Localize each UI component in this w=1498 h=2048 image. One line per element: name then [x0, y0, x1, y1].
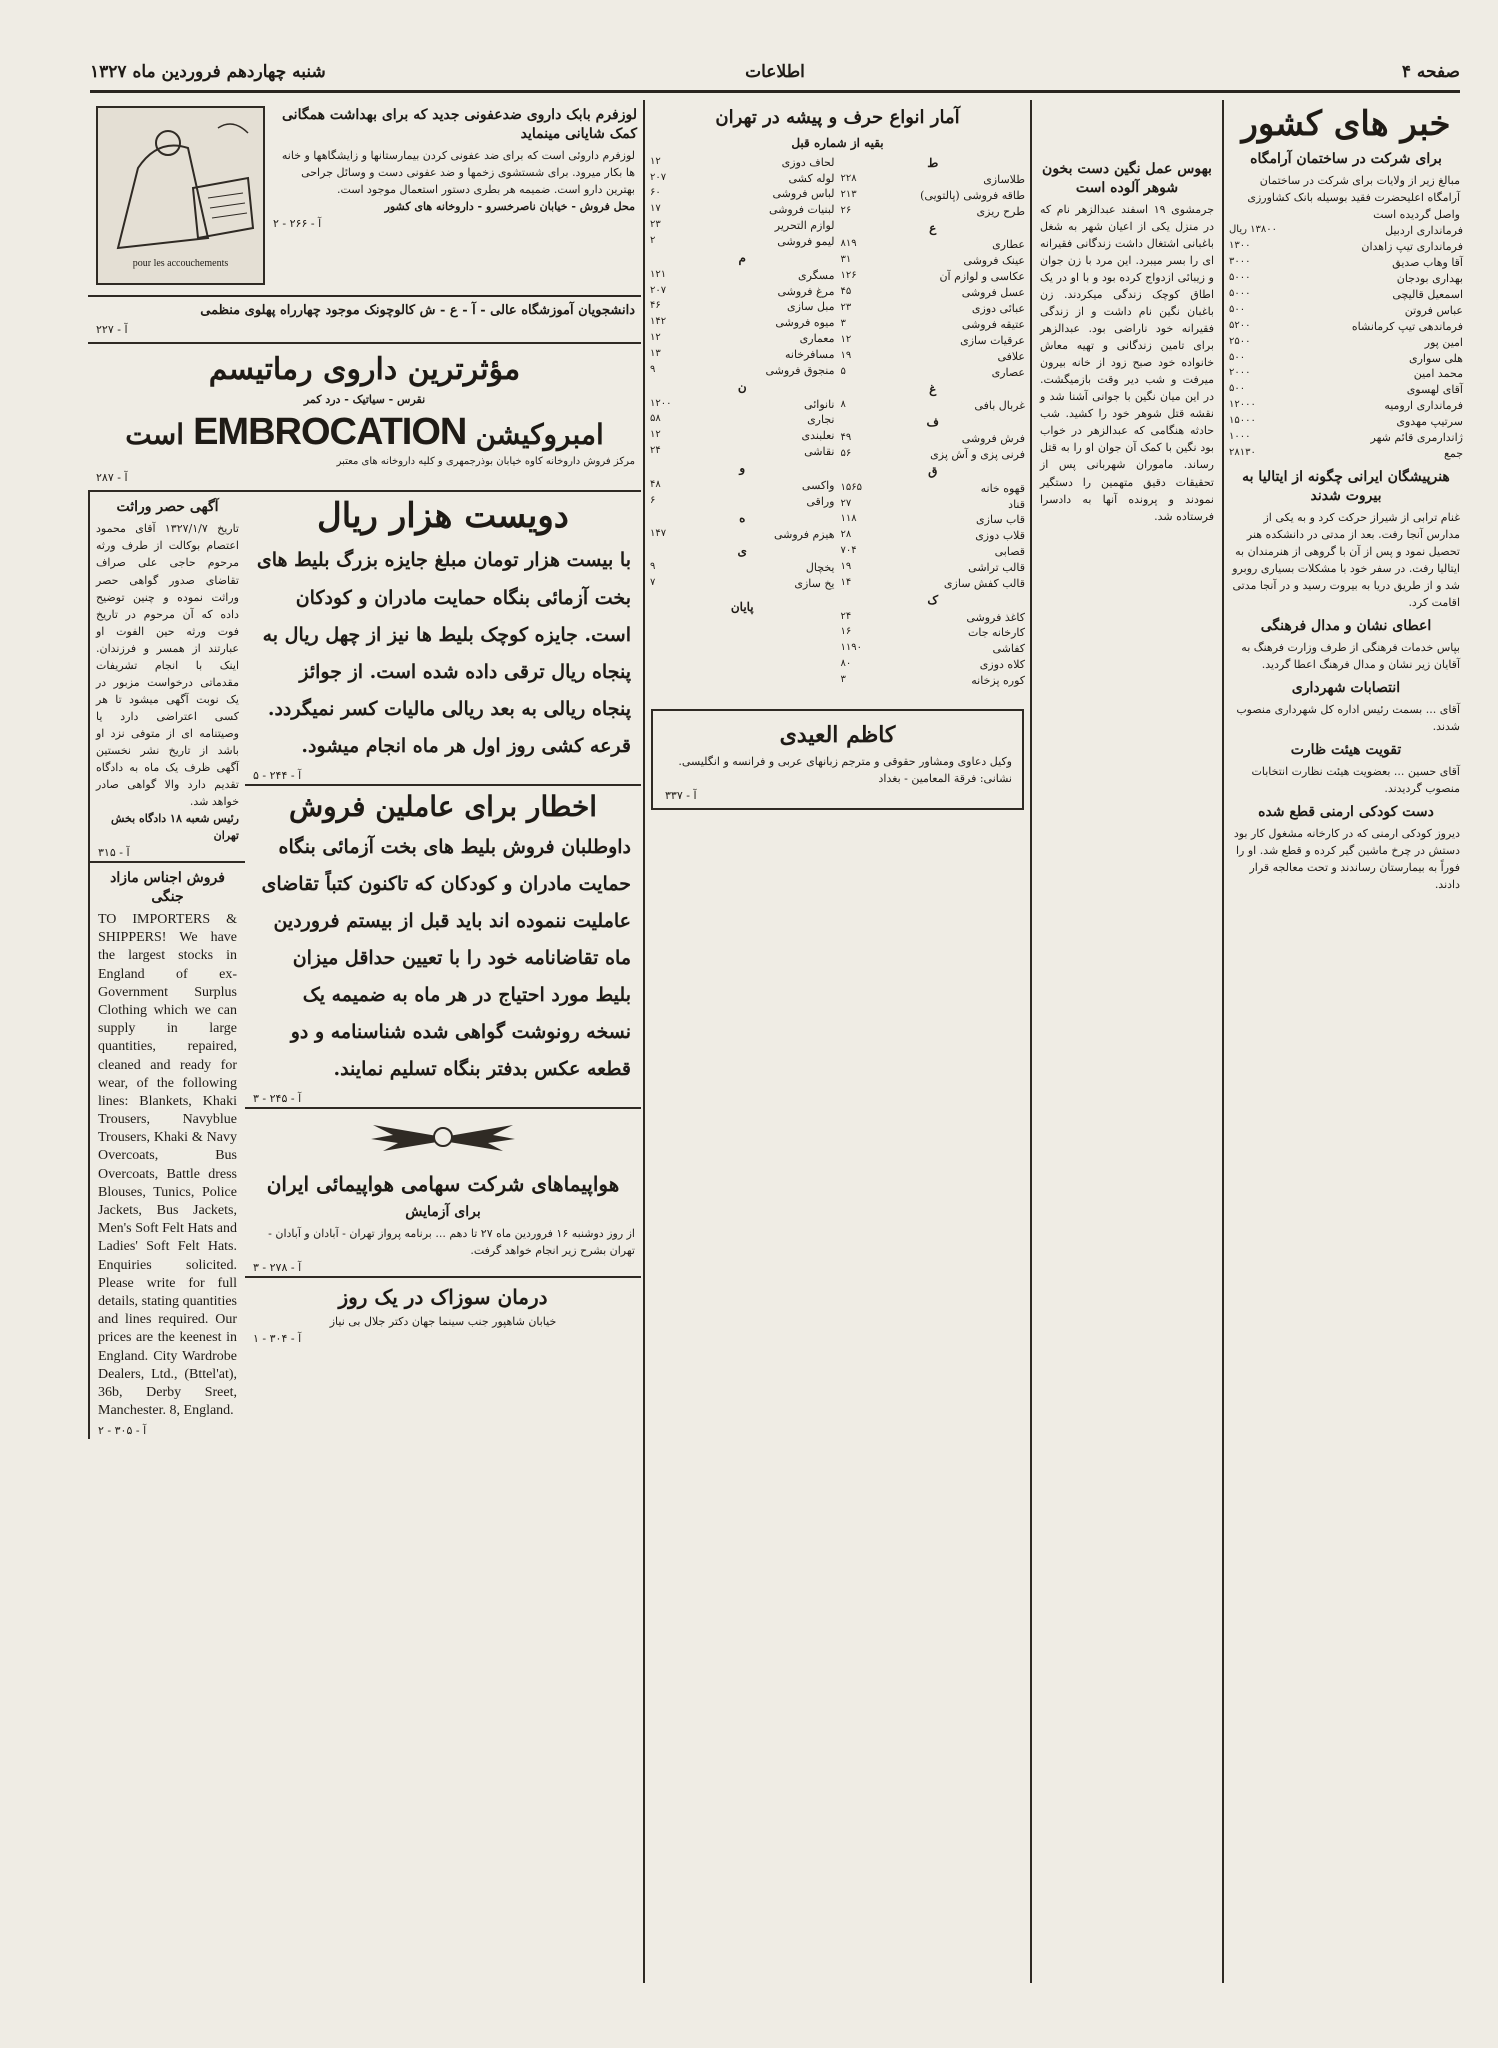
donor-name: فرمانداری اردبیل — [1385, 224, 1463, 238]
table-row — [647, 576, 838, 592]
donation-amount: ۵۲۰۰ — [1229, 319, 1251, 331]
row-label: لبنیات فروشی — [768, 203, 835, 217]
table-row — [1226, 223, 1466, 239]
ad-code: آ - ۲۴۵ - ۳ — [253, 1092, 302, 1106]
row-label: مسافرخانه — [785, 348, 835, 362]
table-row — [838, 237, 1029, 253]
row-value: ۳ — [840, 674, 846, 686]
table-row — [647, 560, 838, 576]
headline: برای شرکت در ساختمان آرامگاه — [1250, 151, 1442, 167]
table-row — [838, 269, 1029, 285]
ad-address: محل فروش - خیابان ناصرخسرو - داروخانه های کشور — [384, 199, 635, 213]
table-row — [838, 285, 1029, 301]
newspaper-name: اطلاعات — [745, 62, 805, 82]
donation-amount: ۵۰۰۰ — [1229, 271, 1251, 283]
article-body: آقای ... بسمت رئیس اداره کل شهرداری منصوب شدند. — [1236, 703, 1460, 734]
stats-end: پایان — [730, 600, 754, 615]
stats-subtitle: بقیه از شماره قبل — [791, 136, 884, 151]
table-row — [647, 444, 838, 460]
table-row — [647, 155, 838, 171]
row-label: کوره پزخانه — [971, 674, 1025, 688]
row-label: عطاری — [992, 238, 1025, 252]
letter-heading — [838, 381, 1029, 398]
article-body: دیروز کودکی ارمنی که در کارخانه مشغول کار بود دستش در چرخ ماشین گیر کرده و قطع شد. او را فوراً به بیمارستان رساندند و تحت معالجه قرار دادند. — [1233, 827, 1460, 892]
column-advertisements — [88, 100, 641, 1983]
donation-amount: ۵۰۰ — [1229, 303, 1246, 315]
row-value: ۲۰۷ — [650, 171, 667, 183]
notice-footer: رئیس شعبه ۱۸ دادگاه بخش تهران — [110, 812, 239, 843]
letter-heading — [647, 510, 838, 527]
letter-heading — [647, 379, 838, 396]
ad-code: آ - ۲۲۷ — [96, 323, 128, 337]
row-value: ۱۲ — [650, 155, 661, 167]
table-row — [838, 481, 1029, 497]
row-label: نجاری — [807, 413, 835, 427]
stats-title: آمار انواع حرف و پیشه در تهران — [715, 107, 960, 128]
donation-amount: ۱۲۰۰۰ — [1229, 399, 1256, 411]
table-row — [838, 544, 1029, 560]
table-row — [838, 188, 1029, 204]
ad-lottery-reward — [245, 496, 641, 785]
row-value: ۳۱ — [840, 254, 852, 266]
table-row — [838, 204, 1029, 220]
row-value: ۸۱۹ — [840, 238, 857, 250]
ad-code: آ - ۳۰۵ - ۲ — [98, 1424, 147, 1438]
table-row — [838, 172, 1029, 188]
table-row — [647, 171, 838, 187]
row-value: ۲۸ — [840, 529, 852, 541]
row-value: ۲۱۳ — [840, 188, 857, 200]
row-value: ۲۳ — [650, 219, 661, 231]
row-value: ۱۵۶۵ — [840, 481, 862, 493]
headline: اعطای نشان و مدال فرهنگی — [1260, 618, 1432, 635]
row-value: ۲۲۸ — [840, 172, 857, 184]
table-row — [647, 363, 838, 379]
article-body: جرمشوی ۱۹ اسفند عبدالزهر نام که در منزل یکی از اعیان شهر به شغل باغبانی اشتغال داشت زندگانی فقیرانه ای را بسر میبرد. این مرد با زن جوان و زیبائی ازدواج کرده بود و با او در یک اطاق کوچک زندگی میکردند. زن باغبان نگین نام داشت و از زندگی فقیرانه خود ناراضی بود. عبدالزهر برای تامین زندگانی و تهیه معاش خانواده خود صبح زود از خانه بیرون میرفت و شب دیر وقت بازمیگشت. در این میان نگین با جوانی آشنا شد و نقشه قتل شوهر خود را کشید. شب حادثه هنگامی که عبدالزهر در خواب بود نگین با کمک آن جوان او را به قتل رساند. ماموران شهربانی پس از تحقیقات دقیق متهمین را دستگیر نمودند و پرونده آنها به دادسرا فرستاده شد. — [1040, 202, 1214, 523]
row-value: ۱۲۰۰ — [650, 397, 672, 409]
table-row — [647, 234, 838, 250]
table-row — [838, 301, 1029, 317]
donation-amount: ۱۳۰۰ — [1229, 239, 1251, 251]
table-row — [647, 315, 838, 331]
ad-embrocation — [88, 344, 641, 492]
row-value: ۵۸ — [650, 413, 661, 425]
embrocation-suffix: است — [125, 417, 184, 451]
notice-title: آگهی حصر وراثت — [116, 499, 219, 516]
row-value: ۱۴ — [840, 577, 852, 589]
row-label: میوه فروشی — [775, 316, 835, 330]
letter-label: ک — [927, 593, 939, 608]
row-label: قهوه خانه — [980, 481, 1025, 495]
table-row — [1226, 287, 1466, 303]
letter-label: ق — [928, 464, 938, 479]
table-row — [1226, 271, 1466, 287]
letter-label: ف — [926, 414, 939, 429]
table-row — [838, 365, 1029, 381]
donor-name: بهداری بودجان — [1396, 271, 1463, 285]
letter-heading — [838, 463, 1029, 480]
table-row — [647, 202, 838, 218]
table-row — [647, 186, 838, 202]
donation-amount: ۳۰۰۰ — [1229, 255, 1251, 267]
donation-amount: ۲۸۱۳۰ — [1229, 447, 1256, 459]
ad-importers — [90, 861, 245, 1437]
column-rule — [1222, 100, 1224, 1983]
ad-code: آ - ۳۳۷ — [665, 788, 697, 802]
column-rule — [643, 100, 645, 1983]
row-label: یخ سازی — [794, 577, 835, 591]
donor-name: فرمانداری ارومیه — [1384, 399, 1463, 413]
row-value: ۴۶ — [650, 300, 661, 312]
table-row — [647, 331, 838, 347]
donation-table — [1226, 223, 1466, 462]
letter-label: ی — [737, 543, 747, 558]
headline: بهوس عمل نگین دست بخون شوهر آلوده است — [1042, 161, 1212, 196]
row-value: ۸۰ — [840, 658, 852, 670]
ad-code: آ - ۳۰۴ - ۱ — [253, 1332, 302, 1346]
ad-lottery-warning — [245, 790, 641, 1109]
table-row — [838, 641, 1029, 657]
donation-amount: ۱۳۸۰۰ ریال — [1229, 224, 1277, 236]
table-row — [838, 528, 1029, 544]
row-label: لباس فروشی — [772, 187, 835, 201]
ad-students — [88, 297, 641, 344]
row-value: ۴۸ — [650, 478, 661, 490]
row-label: معماری — [799, 332, 835, 346]
table-row — [838, 512, 1029, 528]
letter-heading — [838, 592, 1029, 609]
letter-heading — [647, 250, 838, 267]
ad-body-english: TO IMPORTERS & SHIPPERS! We have the largest stocks in England of ex-Government Surplus Clothing which we can supply in large quantities, repaired, cleaned and ready for wear, of the following lines: Blankets, Khaki Trousers, Navyblue Trousers, Khaki & Navy Overcoats, Bus Overcoats, Battle dress Blouses, Tunics, Police Jackets, Bus Jackets, Men's Soft Felt Hats and Ladies' Soft Felt Hats. Enquiries solicited. Please write for full details, stating quantities and lines required. Our prices are the keenest in England. City Wardrobe Dealers, Ltd., (Bttel'at), 36b, Derby Sreet, Manchester. 8, England. — [98, 912, 237, 1419]
table-row — [838, 576, 1029, 592]
column-national-news — [1226, 100, 1466, 1983]
section-title: خبر های کشور — [1241, 104, 1451, 144]
row-label: هیزم فروشی — [773, 527, 835, 541]
donation-amount: ۵۰۰۰ — [1229, 287, 1251, 299]
embrocation-latin: EMBROCATION — [193, 410, 467, 453]
headline: دست کودکی ارمنی قطع شده — [1258, 804, 1434, 821]
row-label: عرقیات سازی — [960, 333, 1025, 347]
table-row — [838, 610, 1029, 626]
table-row — [1226, 414, 1466, 430]
ad-title: اخطار برای عاملین فروش — [288, 789, 598, 823]
row-value: ۱۲ — [840, 333, 852, 345]
ad-airline — [245, 1117, 641, 1278]
headline: انتصابات شهرداری — [1291, 680, 1401, 697]
row-value: ۱۴۷ — [650, 527, 667, 539]
table-row — [1226, 446, 1466, 462]
table-row — [1226, 430, 1466, 446]
nurse-illustration — [96, 106, 265, 285]
winged-emblem-icon — [245, 1117, 641, 1165]
donation-amount: ۵۰۰ — [1229, 383, 1246, 395]
table-row — [838, 333, 1029, 349]
donor-name: ژاندارمری قائم شهر — [1370, 431, 1463, 445]
row-label: فرش فروشی — [961, 432, 1025, 446]
row-label: عبائی دوزی — [971, 301, 1025, 315]
letter-label: ط — [927, 155, 939, 170]
ad-body: داوطلبان فروش بلیط های بخت آزمائی بنگاه حمایت مادران و کودکان که تاکنون کتباً تقاضای عاملیت ننموده اند باید قبل از بیستم فروردین ماه تقاضانامه خود را با تعیین حداقل میزان بلیط مورد احتیاج در هر ماه به ضمیمه یک نسخه رونوشت گواهی شده شناسنامه و دو قطعه عکس بدفتر بنگاه تسلیم نمایند. — [261, 835, 631, 1081]
row-value: ۱۲۱ — [650, 268, 667, 280]
table-row — [838, 431, 1029, 447]
ad-code: آ - ۲۴۴ - ۵ — [253, 768, 302, 782]
row-label: عصاری — [991, 365, 1025, 379]
table-row — [838, 657, 1029, 673]
row-label: قالب کفش سازی — [943, 577, 1025, 591]
row-value: ۹ — [650, 364, 656, 376]
row-label: طلاسازی — [983, 172, 1025, 186]
headline: تقویت هیئت ظارت — [1290, 742, 1402, 759]
donor-name: آقا وهاب صدیق — [1392, 255, 1463, 269]
table-row — [1226, 319, 1466, 335]
row-label: واکسی — [801, 478, 835, 492]
row-value: ۵۶ — [840, 448, 852, 460]
letter-heading — [647, 460, 838, 477]
row-value: ۲۴ — [650, 445, 661, 457]
letter-heading — [647, 543, 838, 560]
table-row — [647, 299, 838, 315]
row-value: ۱۲۶ — [840, 270, 857, 282]
row-value: ۸ — [840, 399, 846, 410]
row-value: ۱۳ — [650, 348, 661, 360]
letter-heading — [838, 414, 1029, 431]
ad-code: آ - ۲۶۶ - ۲ — [273, 216, 322, 230]
row-value: ۲۶ — [840, 204, 852, 216]
page-header — [90, 62, 1460, 93]
stats-table-a — [838, 155, 1029, 690]
column-statistics — [647, 100, 1028, 1983]
table-row — [1226, 351, 1466, 367]
ad-body: از روز دوشنبه ۱۶ فروردین ماه ۲۷ تا دهم ... برنامه پرواز تهران - آبادان و آبادان - تهران بشرح زیر انجام خواهد گرفت. — [268, 1226, 635, 1258]
row-label: لیمو فروشی — [777, 235, 835, 249]
row-label: مسگری — [798, 268, 835, 282]
row-value: ۲ — [650, 235, 656, 247]
donation-amount: ۵۰۰ — [1229, 351, 1246, 363]
row-label: کاغذ فروشی — [966, 610, 1025, 624]
table-row — [838, 253, 1029, 269]
nurse-icon — [98, 108, 263, 258]
ad-kazim-eidi — [651, 709, 1024, 810]
donor-name: عباس فروتن — [1404, 303, 1463, 317]
donation-amount: ۲۰۰۰ — [1229, 367, 1251, 379]
row-value: ۲۰۷ — [650, 284, 667, 296]
article-body: غنام ترابی از شیراز حرکت کرد و به یکی از مدارس آنجا رفت. بعد از مدتی در دانشکده هنر تحصیل نمود و پس از آن با گروهی از هنرمندان به ایتالیا رفت. در سفر خود با مشکلات بسیاری روبرو شد و از طریق دریا به بیروت رسید و در آنجا مدتی اقامت کرد. — [1232, 510, 1460, 610]
row-label: علافی — [997, 349, 1025, 363]
donor-name: اسمعیل قالیچی — [1392, 287, 1463, 301]
ad-title: لوزفرم بابک داروی ضدعفونی جدید که برای بهداشت همگانی کمک شایانی مینماید — [282, 107, 637, 142]
row-label: عینک فروشی — [963, 254, 1025, 268]
donor-name: آقای لهسوی — [1406, 383, 1463, 397]
row-label: طرح ریزی — [976, 204, 1025, 218]
row-label: قاب سازی — [976, 513, 1025, 527]
row-value: ۹ — [650, 561, 656, 573]
table-row — [1226, 303, 1466, 319]
row-value: ۱۹ — [840, 561, 852, 573]
row-label: وراقی — [806, 494, 835, 508]
table-row — [647, 494, 838, 510]
row-label: غربال بافی — [974, 399, 1025, 412]
table-row — [647, 347, 838, 363]
row-label: عسل فروشی — [961, 285, 1025, 299]
letter-label: و — [739, 461, 746, 476]
row-value: ۱۷ — [650, 203, 661, 215]
row-label: قلاب دوزی — [975, 529, 1025, 543]
donor-name: جمع — [1443, 447, 1463, 461]
row-label: نقاشی — [804, 445, 835, 459]
page-number: صفحه ۴ — [1401, 62, 1460, 82]
ad-title: درمان سوزاک در یک روز — [338, 1285, 548, 1310]
row-label: قصابی — [994, 545, 1025, 559]
table-row — [838, 447, 1029, 463]
table-row — [647, 478, 838, 494]
row-value: ۴۹ — [840, 432, 852, 444]
row-label: عتیقه فروشی — [961, 317, 1025, 331]
table-row — [838, 398, 1029, 414]
row-label: مرغ فروشی — [777, 284, 835, 298]
row-value: ۱۲ — [650, 429, 661, 441]
ad-body: دانشجویان آموزشگاه عالی - آ - ع - ش کالوچونک موجود چهارراه پهلوی منظمی — [200, 303, 635, 318]
table-row — [838, 673, 1029, 689]
donor-name: امین پور — [1424, 335, 1463, 349]
ad-title: مؤثرترین داروی رماتیسم — [208, 352, 521, 388]
donor-name: فرمانداری تیپ زاهدان — [1361, 239, 1463, 253]
row-value: ۵ — [840, 365, 846, 377]
article-body: آقای حسین ... بعضویت هیئت نظارت انتخابات منصوب گردیدند. — [1251, 765, 1460, 796]
ad-body: خیابان شاهپور جنب سینما جهان دکتر جلال بی نیاز — [329, 1315, 557, 1329]
row-label: فرنی پزی و آش پزی — [930, 448, 1025, 462]
table-row — [1226, 382, 1466, 398]
ad-title: کاظم العیدی — [779, 722, 896, 749]
table-row — [1226, 255, 1466, 271]
row-label: عکاسی و لوازم آن — [939, 270, 1025, 284]
table-row — [1226, 366, 1466, 382]
row-label: لحاف دوزی — [781, 155, 835, 169]
column-rule — [1030, 100, 1032, 1983]
table-row — [647, 412, 838, 428]
row-label: لوازم التحریر — [774, 219, 835, 233]
row-value: ۲۳ — [840, 301, 852, 313]
letter-label: غ — [929, 381, 937, 396]
row-value: ۲۴ — [840, 610, 852, 622]
donation-amount: ۲۵۰۰ — [1229, 335, 1251, 347]
ad-title: دویست هزار ریال — [317, 496, 569, 537]
row-label: کارخانه جات — [967, 626, 1025, 640]
row-value: ۱۱۹۰ — [840, 642, 862, 654]
donor-name: محمد امین — [1413, 367, 1463, 381]
table-row — [647, 397, 838, 413]
left-subcolumn — [88, 492, 245, 1439]
table-row — [838, 349, 1029, 365]
ad-body: وکیل دعاوی ومشاور حقوقی و مترجم زبانهای عربی و فرانسه و انگلیسی. نشانی: فرقة المعامین - بغداد — [678, 754, 1012, 785]
issue-date: شنبه چهاردهم فروردین ماه ۱۳۲۷ — [90, 62, 326, 82]
letter-heading — [838, 155, 1029, 172]
row-value: ۷ — [650, 577, 656, 589]
stats-table-b — [647, 155, 838, 593]
ad-code: آ - ۲۷۸ - ۳ — [253, 1261, 302, 1275]
table-row — [838, 625, 1029, 641]
row-label: قالب تراشی — [968, 561, 1025, 575]
letter-label: ه — [739, 510, 746, 525]
row-value: ۶ — [650, 494, 656, 506]
ad-lysoform — [88, 100, 641, 297]
embrocation-persian: امبروکیشن — [475, 417, 604, 451]
ad-title: هواپیماهای شرکت سهامی هواپیمائی ایران — [266, 1172, 620, 1197]
row-label: کفاشی — [992, 642, 1025, 656]
row-value: ۷۰۴ — [840, 545, 857, 557]
letter-label: ع — [929, 220, 937, 235]
headline: هنرپیشگان ایرانی چگونه از ایتالیا به بیروت شدند — [1242, 469, 1450, 504]
row-value: ۱۶ — [840, 626, 852, 638]
ad-subtitle: برای آزمایش — [405, 1204, 481, 1221]
table-row — [1226, 398, 1466, 414]
table-row — [838, 497, 1029, 513]
row-label: نعلبندی — [801, 429, 835, 443]
letter-label: ن — [737, 380, 747, 395]
notice-body: تاریخ ۱۳۲۷/۱/۷ آقای محمود اعتصام بوکالت از طرف ورثه مرحوم حاجی علی صراف تقاضای صدور گواهی حصر وراثت نموده و چنین توضیح داده که آن مرحوم در تاریخ فوت ورثه حین الفوت او عبارتند از همسر و فرزندان. اینک با انجام تشریفات مقدماتی درخواست مزبور در یک نوبت آگهی میشود تا هر کسی اعتراضی دارد یا وصیتنامه ای از متوفی نزد او باشد از تاریخ نشر نخستین آگهی ظرف یک ماه به دادگاه تقدیم دارد والا گواهی صادر خواهد شد. — [96, 522, 239, 809]
row-value: ۱۲ — [650, 332, 661, 344]
row-label: مبل سازی — [786, 300, 835, 314]
donation-amount: ۱۵۰۰۰ — [1229, 415, 1256, 427]
letter-heading — [838, 220, 1029, 237]
ad-code: آ - ۲۸۷ — [96, 471, 128, 485]
row-label: لوله کشی — [788, 171, 835, 185]
table-row — [647, 527, 838, 543]
row-value: ۲۷ — [840, 497, 852, 509]
row-label: طاقه فروشی (پالتویی) — [920, 188, 1025, 202]
donor-name: فرماندهی تیپ کرمانشاه — [1351, 319, 1463, 333]
ad-code: آ - ۳۱۵ — [98, 846, 130, 860]
ad-body: لوزفرم داروئی است که برای ضد عفونی کردن بیمارستانها و زایشگاهها و خانه ها بکار میرود. برای شستشوی زخمها و ضد عفونی دست و وسائل جراحی بهترین دارو است. ضمیمه هر بطری دستور استعمال موجود است. — [281, 148, 635, 196]
table-row — [1226, 239, 1466, 255]
table-row — [838, 560, 1029, 576]
ad-title: فروش اجناس مازاد جنگی — [110, 870, 225, 906]
row-label: یخچال — [805, 561, 835, 575]
table-row — [1226, 335, 1466, 351]
row-value: ۱۹ — [840, 349, 852, 361]
table-row — [647, 428, 838, 444]
row-label: منجوق فروشی — [765, 364, 835, 378]
table-row — [647, 284, 838, 300]
illustration-caption: pour les accouchements — [132, 258, 229, 269]
ad-subtitle: نقرس - سیاتیک - درد کمر — [303, 393, 426, 407]
table-row — [647, 218, 838, 234]
article-body: بپاس خدمات فرهنگی از طرف وزارت فرهنگ به آقایان زیر نشان و مدال فرهنگ اعطا گردید. — [1241, 641, 1460, 672]
ad-body: با بیست هزار تومان مبلغ جایزه بزرگ بلیط های بخت آزمائی بنگاه حمایت مادران و کودکان است. جایزه کوچک بلیط ها نیز از چهل ریال به پنجاه ریال ترقی داده شده است. از جوائز پنجاه ریالی به بعد ریالی مالیات کسر نمیگردد. قرعه کشی روز اول هر ماه انجام میشود. — [256, 549, 631, 757]
row-value: ۶۰ — [650, 187, 661, 199]
ad-body: مرکز فروش داروخانه کاوه خیابان بوذرجمهری و کلیه داروخانه های معتبر — [336, 455, 635, 467]
row-value: ۱۴۲ — [650, 316, 667, 328]
donor-name: هلی سواری — [1409, 351, 1463, 365]
row-label: نانوائی — [804, 397, 835, 411]
table-row — [647, 268, 838, 284]
ad-remedy — [245, 1284, 641, 1345]
table-row — [838, 317, 1029, 333]
donation-amount: ۱۰۰۰ — [1229, 431, 1251, 443]
column-crime-story — [1034, 100, 1220, 1983]
row-value: ۴۵ — [840, 285, 852, 297]
row-label: کلاه دوزی — [979, 658, 1025, 672]
right-subcolumn — [245, 492, 641, 1439]
letter-label: م — [738, 251, 746, 266]
article-body: مبالغ زیر از ولایات برای شرکت در ساختمان آرامگاه اعلیحضرت فقید بوسیله بانک کشاورزی واصل گردیده است — [1247, 173, 1460, 221]
donor-name: سرتیپ مهدوی — [1396, 415, 1463, 429]
notice-inheritance — [90, 498, 245, 859]
row-value: ۳ — [840, 317, 846, 329]
row-value: ۱۱۸ — [840, 513, 857, 525]
row-label: قناد — [1008, 497, 1025, 511]
